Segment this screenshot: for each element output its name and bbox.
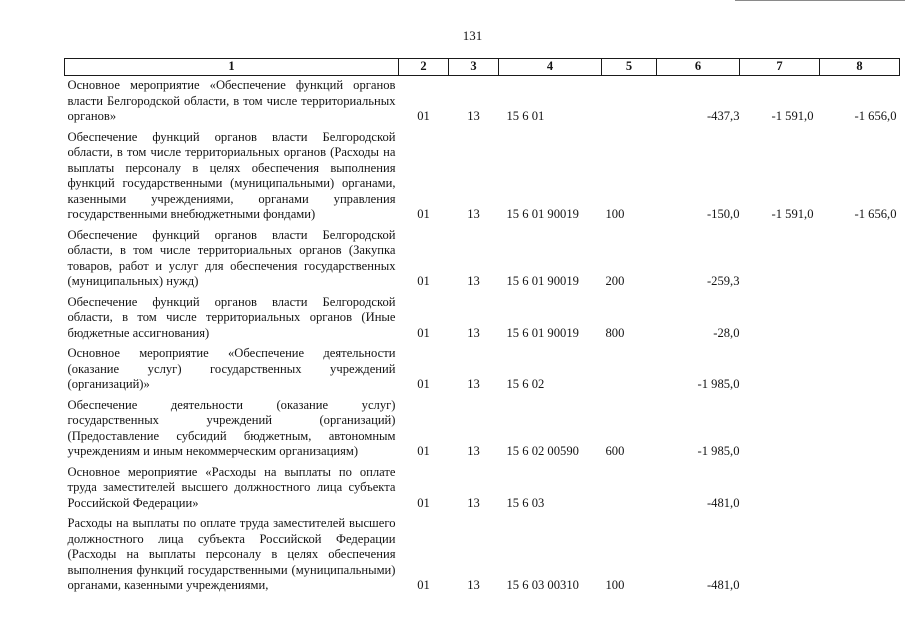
amount-col8 — [820, 463, 900, 515]
section-code: 01 — [417, 274, 430, 288]
expense-type-code — [602, 344, 657, 396]
table-row — [65, 226, 900, 293]
target-article-code: 15 6 03 00310 — [506, 578, 579, 592]
target-article-code: 15 6 02 — [506, 377, 545, 391]
table-body — [65, 76, 900, 597]
amount-col6: -259,3 — [706, 274, 740, 288]
subsection-code: 13 — [467, 444, 480, 458]
column-header: 6 — [657, 59, 740, 76]
subsection-code: 13 — [467, 377, 480, 391]
amount-col6: -437,3 — [706, 109, 740, 123]
section-code: 01 — [417, 578, 430, 592]
target-article-code: 15 6 01 90019 — [506, 325, 579, 340]
amount-col8 — [820, 514, 900, 597]
subsection-code: 13 — [467, 325, 480, 340]
column-header: 4 — [499, 59, 602, 76]
amount-col6: -28,0 — [713, 325, 740, 340]
section-code: 01 — [417, 109, 430, 123]
amount-col7 — [740, 463, 820, 515]
top-edge-rule — [735, 0, 905, 1]
section-code: 01 — [417, 444, 430, 458]
amount-col7 — [740, 226, 820, 293]
row-description: Обеспечение функций органов власти Белгородской области, в том числе территориальных органов (Закупка товаров, работ и услуг для обеспечения государственных (муниципальных) нужд) — [67, 227, 396, 288]
column-header: 3 — [449, 59, 499, 76]
row-description: Обеспечение функций органов власти Белгородской области, в том числе территориальных органов (Расходы на выплаты персоналу в целях обеспечения выполнения функций государственными (муниципальными) органами, казенными учреждениями, органами управления государственными внебюджетными фондами) — [67, 129, 396, 221]
expense-type-code: 100 — [605, 207, 625, 221]
expense-type-code: 100 — [605, 578, 625, 592]
amount-col6: -150,0 — [706, 207, 740, 221]
subsection-code: 13 — [467, 495, 480, 510]
row-description: Основное мероприятие «Обеспечение функций органов власти Белгородской области, в том числе территориальных органов» — [67, 78, 396, 123]
section-code: 01 — [417, 377, 430, 391]
expense-type-code — [602, 76, 657, 128]
amount-col6: -1 985,0 — [697, 444, 740, 458]
table-row — [65, 344, 900, 396]
subsection-code: 13 — [467, 109, 480, 123]
column-header: 7 — [740, 59, 820, 76]
header-row — [65, 59, 900, 76]
table-row — [65, 293, 900, 345]
amount-col8: -1 656,0 — [854, 109, 897, 123]
amount-col7: -1 591,0 — [771, 207, 814, 221]
subsection-code: 13 — [467, 274, 480, 288]
column-header: 1 — [65, 59, 399, 76]
table-header — [65, 59, 900, 76]
row-description: Расходы на выплаты по оплате труда заместителей высшего должностного лица субъекта Российской Федерации (Расходы на выплаты персоналу в целях обеспечения выполнения функций государственными (муниципальными) органами, казенными учреждениями, — [67, 516, 396, 592]
row-description: Основное мероприятие «Расходы на выплаты по оплате труда заместителей высшего должностного лица субъекта Российской Федерации» — [67, 464, 396, 510]
expense-type-code: 800 — [605, 325, 625, 340]
amount-col8: -1 656,0 — [854, 207, 897, 221]
subsection-code: 13 — [467, 578, 480, 592]
target-article-code: 15 6 03 — [506, 495, 545, 510]
table-row — [65, 514, 900, 597]
column-header: 5 — [602, 59, 657, 76]
column-header: 8 — [820, 59, 900, 76]
amount-col7 — [740, 514, 820, 597]
amount-col8 — [820, 293, 900, 345]
table-row — [65, 463, 900, 515]
amount-col6: -481,0 — [706, 495, 740, 510]
row-description: Обеспечение функций органов власти Белгородской области, в том числе территориальных органов (Иные бюджетные ассигнования) — [67, 294, 396, 340]
column-header: 2 — [399, 59, 449, 76]
expense-type-code — [602, 463, 657, 515]
amount-col6: -481,0 — [706, 578, 740, 592]
row-description: Обеспечение деятельности (оказание услуг) государственных учреждений (организаций) (Предоставление субсидий бюджетным, автономным учреждениям и иным некоммерческим организациям) — [67, 397, 396, 458]
target-article-code: 15 6 01 — [506, 109, 545, 123]
amount-col7 — [740, 344, 820, 396]
target-article-code: 15 6 01 90019 — [506, 274, 579, 288]
amount-col8 — [820, 344, 900, 396]
expense-type-code: 600 — [605, 444, 625, 458]
section-code: 01 — [417, 207, 430, 221]
target-article-code: 15 6 01 90019 — [506, 207, 579, 221]
row-description: Основное мероприятие «Обеспечение деятельности (оказание услуг) государственных учреждений (организаций)» — [67, 346, 396, 391]
amount-col7 — [740, 293, 820, 345]
amount-col7 — [740, 396, 820, 463]
page-number: 131 — [462, 28, 483, 43]
table-row — [65, 76, 900, 128]
expense-type-code: 200 — [605, 274, 625, 288]
table-row — [65, 128, 900, 226]
section-code: 01 — [417, 325, 430, 340]
budget-table — [64, 58, 900, 597]
target-article-code: 15 6 02 00590 — [506, 444, 579, 458]
amount-col8 — [820, 226, 900, 293]
amount-col8 — [820, 396, 900, 463]
amount-col6: -1 985,0 — [697, 377, 740, 391]
subsection-code: 13 — [467, 207, 480, 221]
table-row — [65, 396, 900, 463]
section-code: 01 — [417, 495, 430, 510]
amount-col7: -1 591,0 — [771, 109, 814, 123]
